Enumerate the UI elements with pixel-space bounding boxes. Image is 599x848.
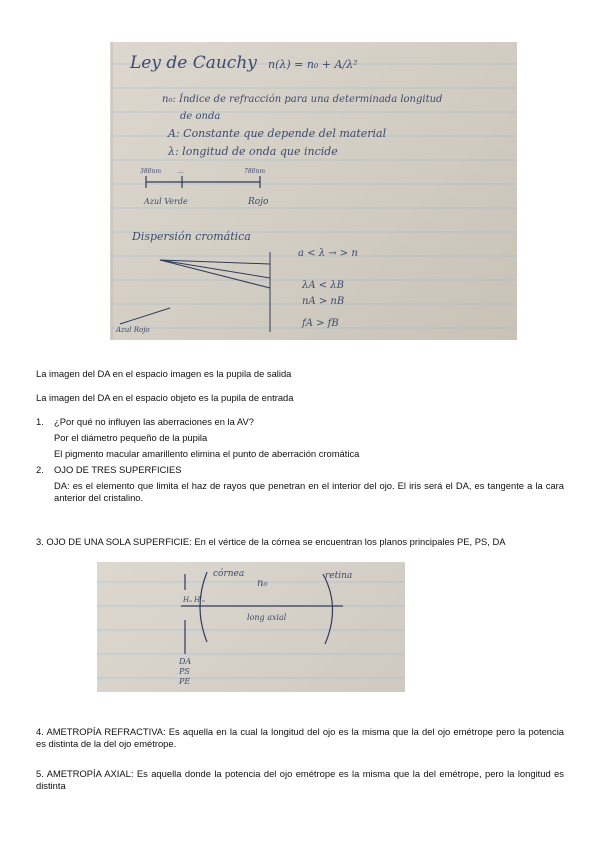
item-2-title-text: OJO DE TRES SUPERFICIES [54, 464, 182, 475]
item-1-answer-2: El pigmento macular amarillento elimina el punto de aberración cromática [54, 448, 360, 459]
item-1-question [36, 416, 254, 428]
paragraph-exit-pupil: La imagen del DA en el espacio imagen es la pupila de salida [36, 368, 292, 379]
cauchy-title: Ley de Cauchy [130, 53, 257, 73]
label-retina: retina [325, 571, 353, 581]
label-principal-points: Hₒ H'ₒ [183, 596, 205, 604]
item-1-number: 1. [36, 416, 44, 427]
note-n0-cont: de onda [180, 111, 221, 122]
label-da: DA [179, 657, 192, 666]
color-labels: Azul Verde [144, 197, 188, 206]
color-right: Rojo [248, 197, 269, 207]
item-1-answer-1: Por el diámetro pequeño de la pupila [54, 432, 208, 443]
handwritten-notes-photo-1 [110, 42, 517, 340]
item-5-text: 5. AMETROPÍA AXIAL: Es aquella donde la potencia del ojo emétrope es la misma que la del emétrope, pero la longitud es distinta [36, 768, 564, 791]
note-lambda: λ: longitud de onda que incide [168, 145, 338, 158]
label-n0: n₀ [257, 578, 268, 589]
single-surface-eye-drawing [97, 562, 405, 692]
corner-labels: Azul Rojo [116, 326, 150, 334]
dispersion-title: Dispersión cromática [132, 230, 251, 243]
notebook-page-drawing [110, 42, 517, 340]
scale-left: 380nm [140, 168, 162, 175]
relation-1: a < λ → > n [298, 248, 358, 259]
note-A: A: Constante que depende del material [168, 127, 387, 140]
item-3-text: 3. OJO DE UNA SOLA SUPERFICIE: En el vértice de la córnea se encuentran los planos principales PE, PS, DA [36, 536, 506, 547]
item-2-number: 2. [36, 464, 44, 475]
item-2-title [36, 464, 181, 476]
handwritten-notes-photo-2 [97, 562, 405, 692]
paragraph-entrance-pupil: La imagen del DA en el espacio objeto es la pupila de entrada [36, 392, 294, 403]
item-1-question-text: ¿Por qué no influyen las aberraciones en la AV? [54, 416, 254, 427]
cauchy-formula: n(λ) = n₀ + A/λ² [268, 58, 358, 71]
scale-right: 780nm [244, 168, 266, 175]
label-ps: PS [179, 667, 190, 676]
scale-mid: ... [178, 168, 184, 175]
label-pe: PE [179, 677, 191, 686]
item-4-text: 4. AMETROPÍA REFRACTIVA: Es aquella en la cual la longitud del ojo es la misma que la del ojo emétrope pero la potencia es distinta de la del ojo emétrope. [36, 726, 564, 749]
relation-4: fA > fB [302, 318, 339, 329]
relation-2: λA < λB [302, 280, 344, 291]
item-2-text: DA: es el elemento que limita el haz de rayos que penetran en el interior del ojo. El iris será el DA, es tangente a la cara anterior del cristalino. [54, 480, 564, 503]
relation-3: nA > nB [302, 296, 345, 307]
label-axial-length: long axial [247, 613, 287, 622]
label-cornea: córnea [213, 569, 245, 579]
note-n0: n₀: Índice de refracción para una determinada longitud [162, 94, 443, 105]
